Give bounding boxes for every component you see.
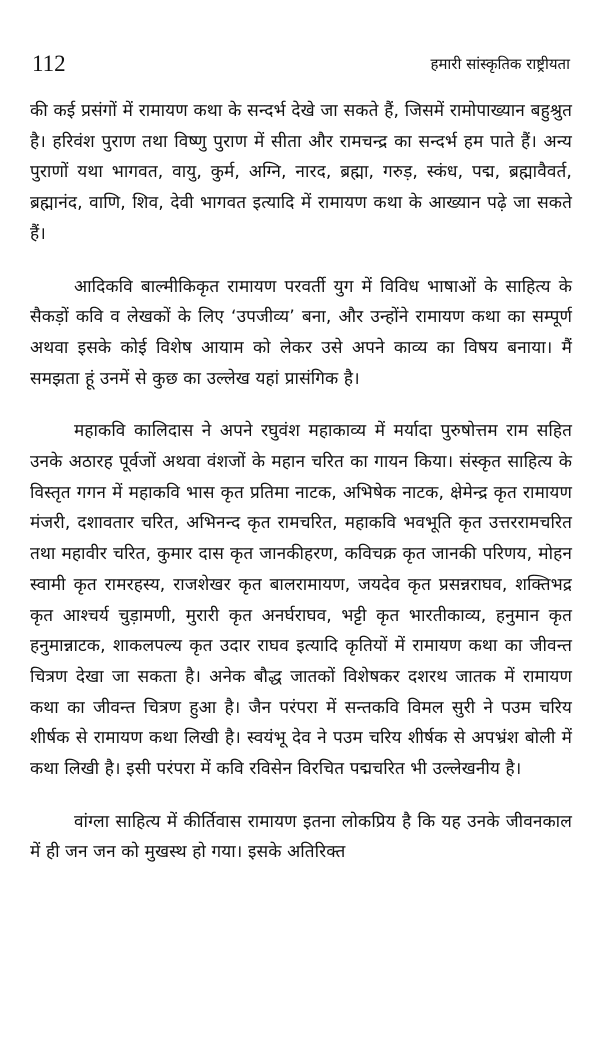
paragraph-valmiki: आदिकवि बाल्मीकिकृत रामायण परवर्ती युग में विविध भाषाओं के साहित्य के सैकड़ों कवि व लेखकों के लिए ‘उपजीव्य’ बना, और उन्होंने रामायण कथा का सम्पूर्ण अथवा इसके कोई विशेष आयाम को लेकर उसे अपने काव्य का विषय बनाया। मैं समझता हूं उनमें से कुछ का उल्लेख यहां प्रासंगिक है। [30,276,572,389]
paragraph-bangla: वांग्ला साहित्य में कीर्तिवास रामायण इतना लोकप्रिय है कि यह उनके जीवनकाल में ही जन जन को मुखस्थ हो गया। इसके अतिरिक्त [30,811,572,863]
page-number: 112 [32,51,66,76]
paragraph-kalidasa: महाकवि कालिदास ने अपने रघुवंश महाकाव्य में मर्यादा पुरुषोत्तम राम सहित उनके अठारह पूर्वजों अथवा वंशजों के महान चरित का गायन किया। संस्कृत साहित्य के विस्तृत गगन में महाकवि भास कृत प्रतिमा नाटक, अभिषेक नाटक, क्षेमेन्द्र कृत रामायण मंजरी, दशावतार चरित, अभिनन्द कृत रामचरित, महाकवि भवभूति कृत उत्तररामचरित तथा महावीर चरित, कुमार दास कृत जानकीहरण, कविचक्र कृत जानकी परिणय, मोहन स्वामी कृत रामरहस्य, राजशेखर कृत बालरामायण, जयदेव कृत प्रसन्नराघव, शक्तिभद्र कृत आश्चर्य चुड़ामणी, मुरारी कृत अनर्घराघव, भट्टी कृत भारतीकाव्य, हनुमान कृत हनुमान्नाटक, शाकलपल्य कृत उदार राघव इत्यादि कृतियों में रामायण कथा का जीवन्त चित्रण देखा जा सकता है। अनेक बौद्ध जातकों विशेषकर दशरथ जातक में रामायण कथा का जीवन्त चित्रण हुआ है। जैन परंपरा में सन्तकवि विमल सुरी ने पउम चरिय शीर्षक से रामायण कथा लिखी है। स्वयंभू देव ने पउम चरिय शीर्षक से अपभ्रंश बोली में कथा लिखी है। इसी परंपरा में कवि रविसेन विरचित पद्मचरित भी उल्लेखनीय है। [30,421,572,780]
book-title: हमारी सांस्कृतिक राष्ट्रीयता [430,55,570,73]
running-header [30,50,572,86]
paragraph-puranas: की कई प्रसंगों में रामायण कथा के सन्दर्भ देखे जा सकते हैं, जिसमें रामोपाख्यान बहुश्रुत है। हरिवंश पुराण तथा विष्णु पुराण में सीता और रामचन्द्र का सन्दर्भ हम पाते हैं। अन्य पुराणों यथा भागवत, वायु, कुर्म, अग्नि, नारद, ब्रह्मा, गरुड़, स्कंध, पद्म, ब्रह्मावैवर्त, ब्रह्मानंद, वाणि, शिव, देवी भागवत इत्यादि में रामायण कथा के आख्यान पढ़े जा सकते हैं। [30,101,572,244]
